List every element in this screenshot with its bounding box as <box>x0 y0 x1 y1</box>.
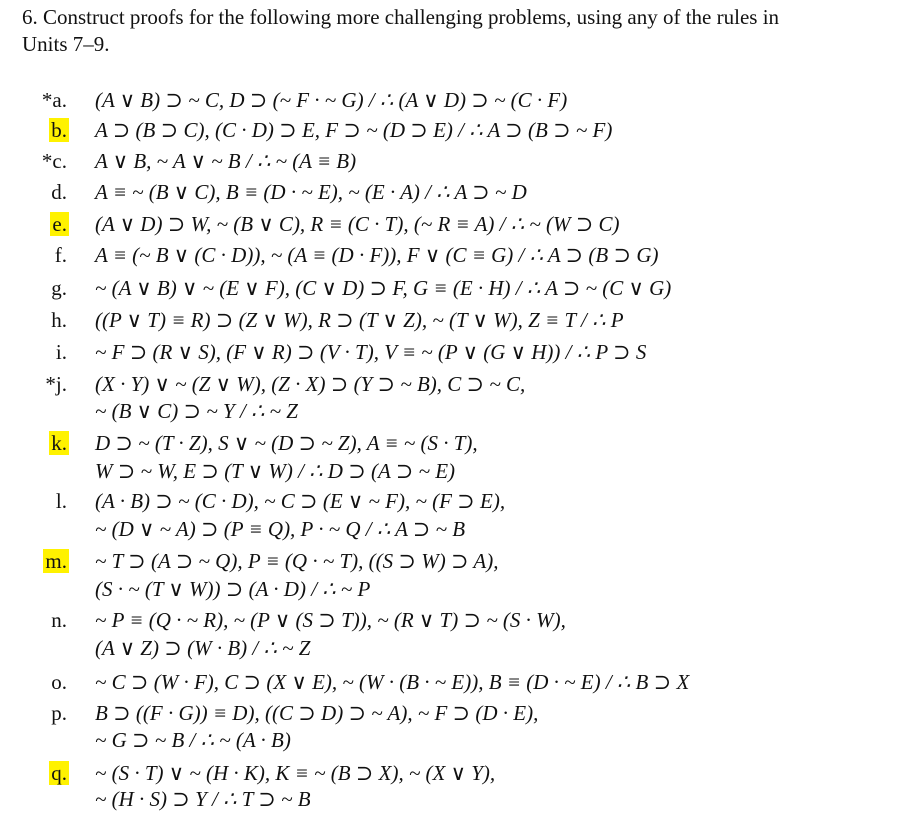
problem-line: A ∨ B, ~ A ∨ ~ B / ∴ ~ (A ≡ B) <box>95 149 357 173</box>
problem-k <box>0 431 897 487</box>
problem-label: *a. <box>41 88 67 112</box>
problem-label: i. <box>55 340 67 364</box>
problem-label: b. <box>51 118 67 142</box>
problem-label: l. <box>55 489 67 513</box>
problem-a <box>0 88 897 118</box>
problem-p <box>0 701 897 757</box>
problem-line: ~ T ⊃ (A ⊃ ~ Q), P ≡ (Q · ~ T), ((S ⊃ W) ⊃ A), <box>95 549 499 573</box>
problem-label: g. <box>51 276 67 300</box>
problem-label: *j. <box>45 372 67 396</box>
heading-line-2: Units 7–9. <box>22 32 110 56</box>
problem-label: k. <box>51 431 67 455</box>
problem-m <box>0 549 897 605</box>
problem-h <box>0 308 897 338</box>
problem-line: ~ (D ∨ ~ A) ⊃ (P ≡ Q), P · ~ Q / ∴ A ⊃ ~ B <box>95 517 466 541</box>
problem-line: ~ G ⊃ ~ B / ∴ ~ (A · B) <box>95 728 291 752</box>
problem-e <box>0 212 897 242</box>
problem-l <box>0 489 897 545</box>
problem-line: (A · B) ⊃ ~ (C · D), ~ C ⊃ (E ∨ ~ F), ~ (F ⊃ E), <box>95 489 506 513</box>
problem-line: ~ (H · S) ⊃ Y / ∴ T ⊃ ~ B <box>95 787 311 811</box>
problem-label: q. <box>51 761 67 785</box>
exercise-heading <box>22 4 882 58</box>
problem-line: (A ∨ D) ⊃ W, ~ (B ∨ C), R ≡ (C · T), (~ R ≡ A) / ∴ ~ (W ⊃ C) <box>95 212 620 236</box>
problem-b <box>0 118 897 148</box>
problem-line: ~ C ⊃ (W · F), C ⊃ (X ∨ E), ~ (W · (B · ~ E)), B ≡ (D · ~ E) / ∴ B ⊃ X <box>95 670 690 694</box>
problem-label: *c. <box>41 149 67 173</box>
problem-line: (X · Y) ∨ ~ (Z ∨ W), (Z · X) ⊃ (Y ⊃ ~ B), C ⊃ ~ C, <box>95 372 526 396</box>
problem-o <box>0 670 897 700</box>
problem-line: W ⊃ ~ W, E ⊃ (T ∨ W) / ∴ D ⊃ (A ⊃ ~ E) <box>95 459 456 483</box>
problem-line: B ⊃ ((F · G)) ≡ D), ((C ⊃ D) ⊃ ~ A), ~ F ⊃ (D · E), <box>95 701 539 725</box>
problem-line: ~ (B ∨ C) ⊃ ~ Y / ∴ ~ Z <box>95 399 298 423</box>
problem-line: (A ∨ Z) ⊃ (W · B) / ∴ ~ Z <box>95 636 311 660</box>
problem-line: A ⊃ (B ⊃ C), (C · D) ⊃ E, F ⊃ ~ (D ⊃ E) / ∴ A ⊃ (B ⊃ ~ F) <box>95 118 613 142</box>
problem-line: ~ (S · T) ∨ ~ (H · K), K ≡ ~ (B ⊃ X), ~ (X ∨ Y), <box>95 761 496 785</box>
problem-n <box>0 608 897 664</box>
problem-c <box>0 149 897 179</box>
problem-line: D ⊃ ~ (T · Z), S ∨ ~ (D ⊃ ~ Z), A ≡ ~ (S · T), <box>95 431 478 455</box>
problem-line: ~ (A ∨ B) ∨ ~ (E ∨ F), (C ∨ D) ⊃ F, G ≡ (E · H) / ∴ A ⊃ ~ (C ∨ G) <box>95 276 672 300</box>
problem-label: n. <box>51 608 67 632</box>
problem-label: p. <box>51 701 67 725</box>
problem-line: A ≡ (~ B ∨ (C · D)), ~ (A ≡ (D · F)), F ∨ (C ≡ G) / ∴ A ⊃ (B ⊃ G) <box>95 243 659 267</box>
problem-line: (S · ~ (T ∨ W)) ⊃ (A · D) / ∴ ~ P <box>95 577 371 601</box>
problem-f <box>0 243 897 273</box>
problem-label: d. <box>51 180 67 204</box>
problem-i <box>0 340 897 370</box>
problem-line: (A ∨ B) ⊃ ~ C, D ⊃ (~ F · ~ G) / ∴ (A ∨ D) ⊃ ~ (C · F) <box>95 88 568 112</box>
problem-label: m. <box>45 549 67 573</box>
problem-line: ((P ∨ T) ≡ R) ⊃ (Z ∨ W), R ⊃ (T ∨ Z), ~ (T ∨ W), Z ≡ T / ∴ P <box>95 308 624 332</box>
problem-line: ~ F ⊃ (R ∨ S), (F ∨ R) ⊃ (V · T), V ≡ ~ (P ∨ (G ∨ H)) / ∴ P ⊃ S <box>95 340 647 364</box>
problem-q <box>0 761 897 817</box>
problem-label: h. <box>51 308 67 332</box>
problem-line: A ≡ ~ (B ∨ C), B ≡ (D · ~ E), ~ (E · A) / ∴ A ⊃ ~ D <box>95 180 527 204</box>
problem-label: e. <box>52 212 67 236</box>
problem-g <box>0 276 897 306</box>
problem-d <box>0 180 897 210</box>
problem-j <box>0 372 897 428</box>
problem-line: ~ P ≡ (Q · ~ R), ~ (P ∨ (S ⊃ T)), ~ (R ∨ T) ⊃ ~ (S · W), <box>95 608 566 632</box>
problem-label: f. <box>54 243 67 267</box>
heading-line-1: 6. Construct proofs for the following more challenging problems, using any of the rules in <box>22 5 780 29</box>
problem-label: o. <box>51 670 67 694</box>
